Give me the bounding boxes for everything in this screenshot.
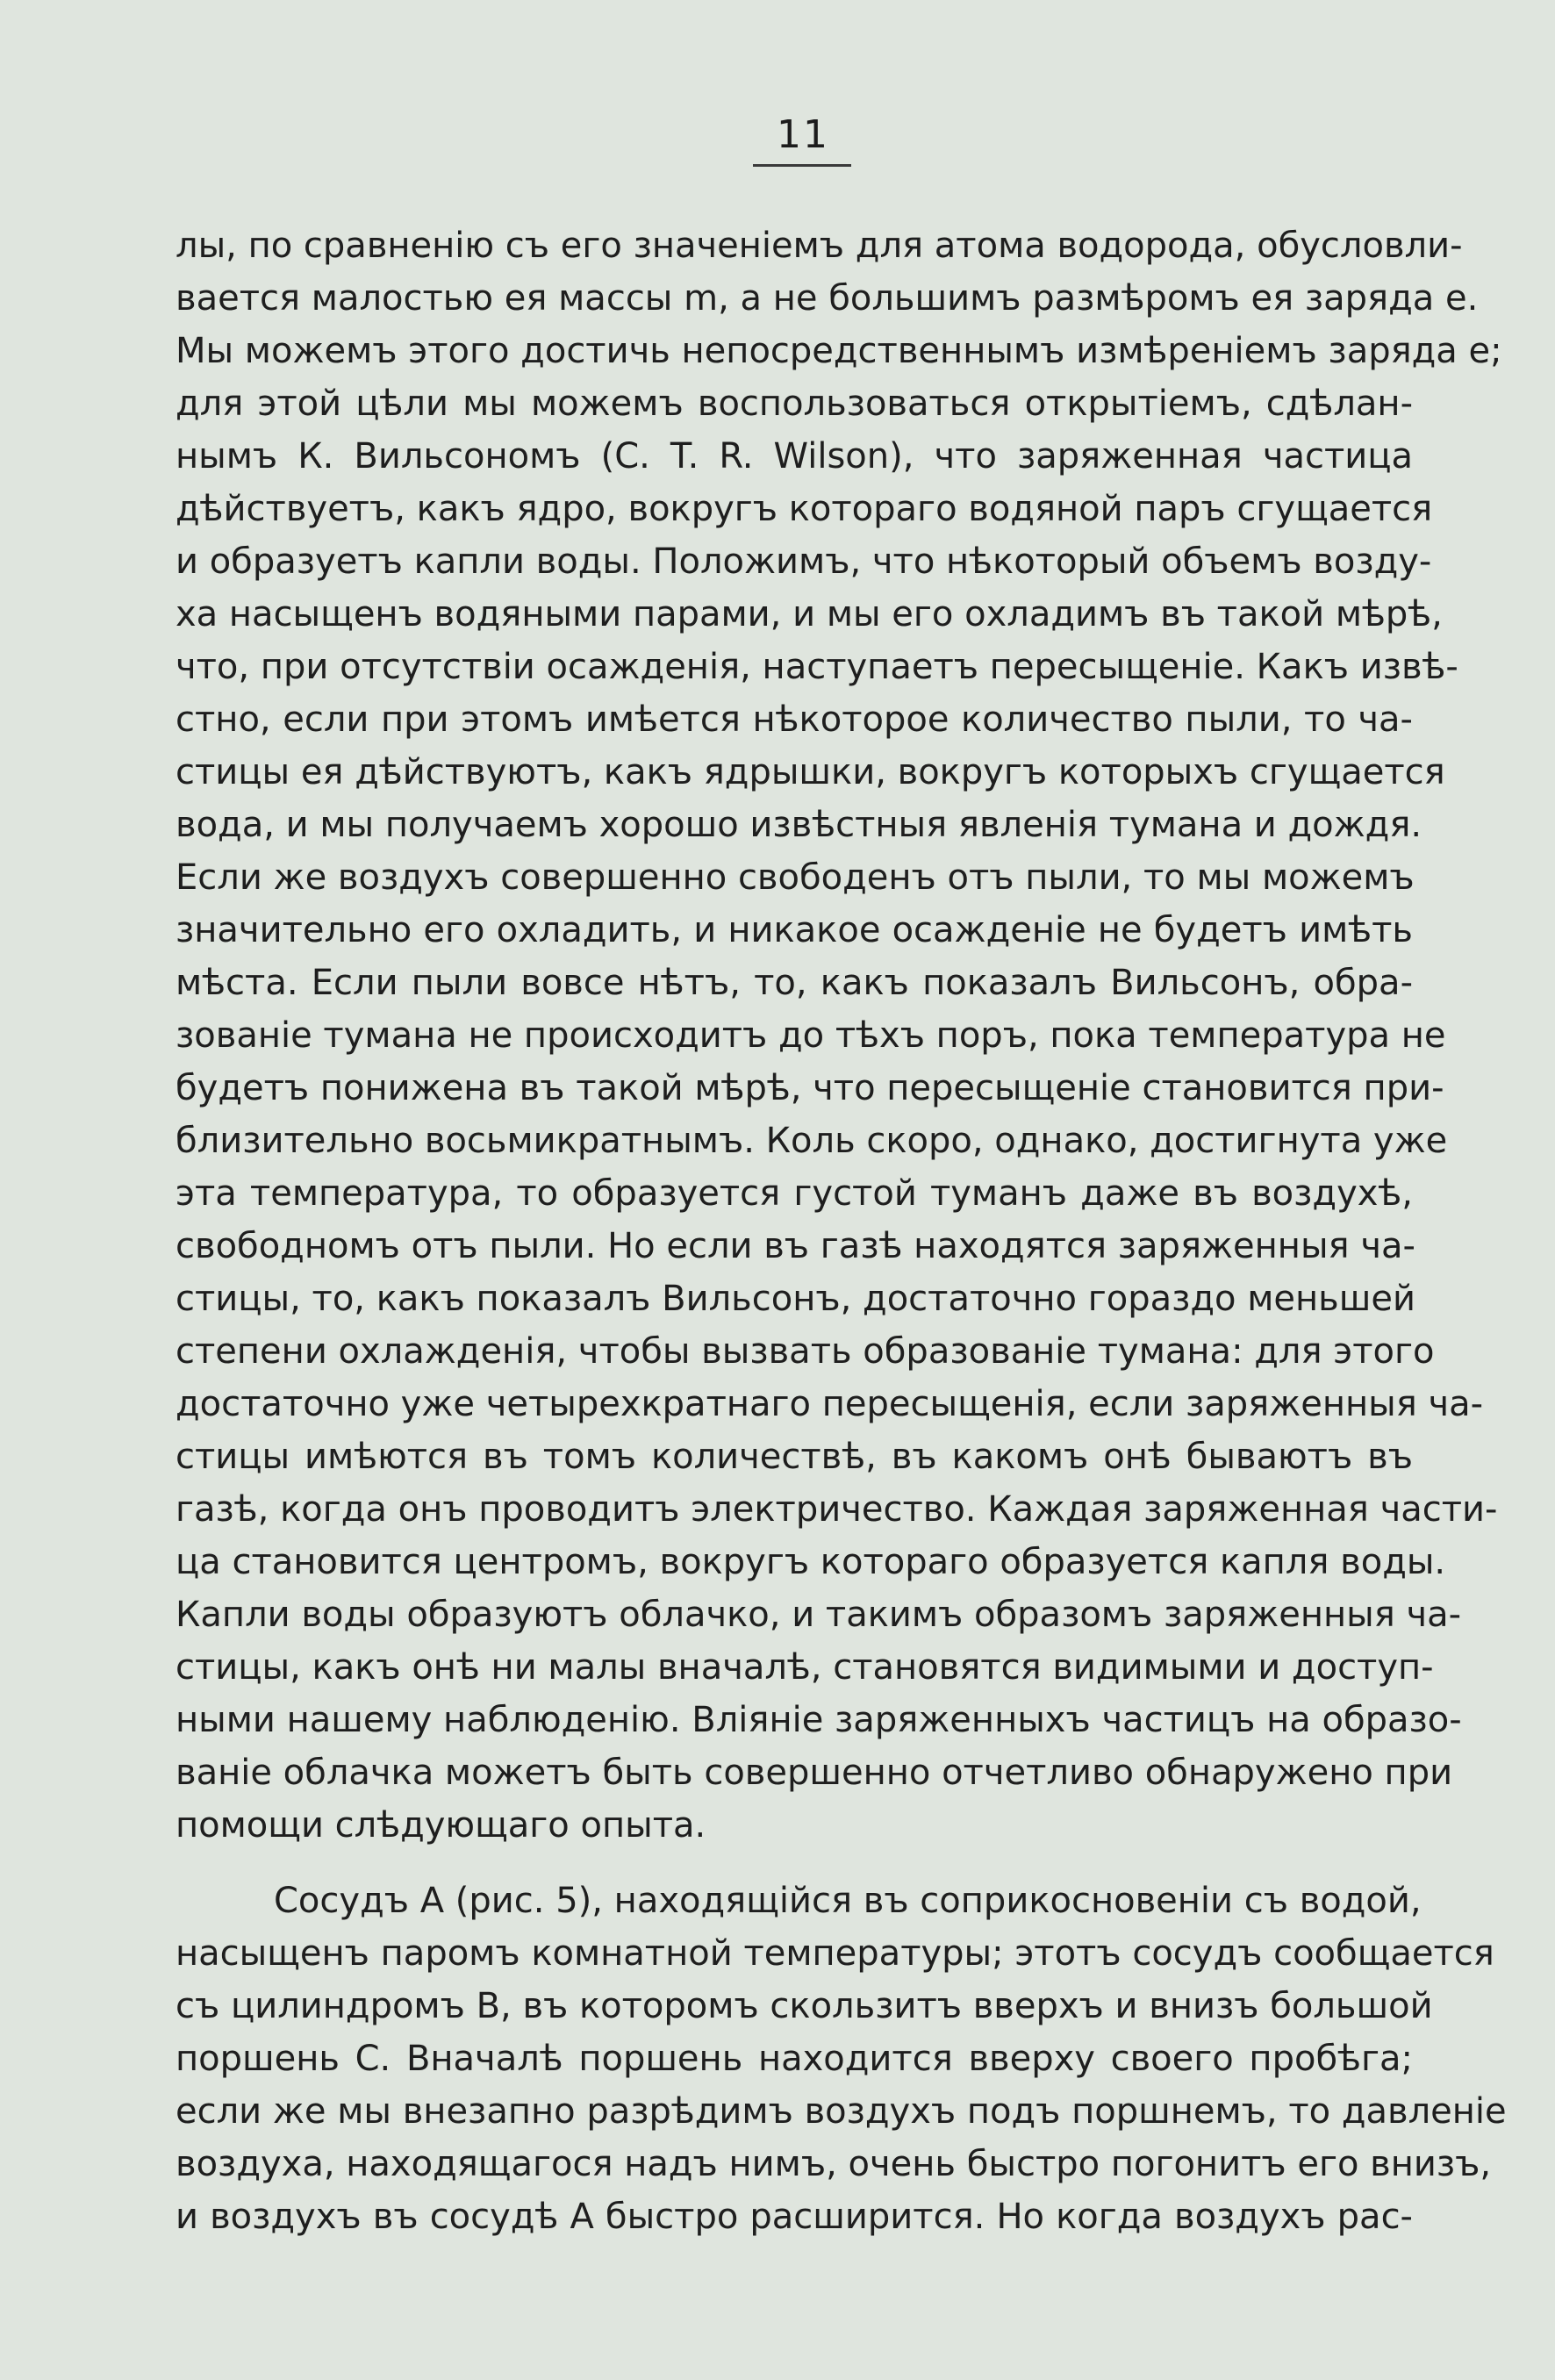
- text-line: свободномъ отъ пыли. Но если въ газѣ находятся заряженныя ча-: [176, 1226, 1415, 1266]
- text-line: Сосудъ A (рис. 5), находящійся въ соприкосновеніи съ водой,: [274, 1881, 1422, 1921]
- text-line: эта температура, то образуется густой туманъ даже въ воздухѣ,: [176, 1173, 1413, 1214]
- text-line: стно, если при этомъ имѣется нѣкоторое количество пыли, то ча-: [176, 699, 1413, 740]
- text-line: стицы, то, какъ показалъ Вильсонъ, достаточно гораздо меньшей: [176, 1279, 1415, 1319]
- text-line: поршень C. Вначалѣ поршень находится вверху своего пробѣга;: [176, 2039, 1413, 2079]
- text-line: нымъ К. Вильсономъ (C. T. R. Wilson), что заряженная частица: [176, 436, 1413, 477]
- text-line: лы, по сравненію съ его значеніемъ для атома водорода, обусловли-: [176, 226, 1463, 266]
- text-line: ными нашему наблюденію. Вліяніе заряженныхъ частицъ на образо-: [176, 1700, 1462, 1740]
- page-number-rule: [753, 164, 851, 167]
- paragraph-1: [176, 219, 1502, 1852]
- text-line: дѣйствуетъ, какъ ядро, вокругъ котораго водяной паръ сгущается: [176, 489, 1433, 529]
- text-line: ца становится центромъ, вокругъ котораго образуется капля воды.: [176, 1542, 1446, 1582]
- text-line: вода, и мы получаемъ хорошо извѣстныя явленія тумана и дождя.: [176, 805, 1422, 845]
- body-text: [176, 219, 1507, 2243]
- text-line: что, при отсутствіи осажденія, наступаетъ пересыщеніе. Какъ извѣ-: [176, 647, 1458, 687]
- text-line: ваніе облачка можетъ быть совершенно отчетливо обнаружено при: [176, 1753, 1453, 1793]
- text-line: достаточно уже четырехкратнаго пересыщенія, если заряженныя ча-: [176, 1384, 1484, 1424]
- text-line: Если же воздухъ совершенно свободенъ отъ пыли, то мы можемъ: [176, 857, 1415, 898]
- text-line: съ цилиндромъ B, въ которомъ скользитъ вверхъ и внизъ большой: [176, 1986, 1433, 2026]
- text-line: зованіе тумана не происходитъ до тѣхъ поръ, пока температура не: [176, 1015, 1446, 1056]
- text-line: газѣ, когда онъ проводитъ электричество. Каждая заряженная части-: [176, 1489, 1498, 1530]
- text-line: стицы имѣются въ томъ количествѣ, въ какомъ онѣ бываютъ въ: [176, 1437, 1413, 1477]
- text-line: стицы, какъ онѣ ни малы вначалѣ, становятся видимыми и доступ-: [176, 1647, 1434, 1688]
- text-line: и воздухъ въ сосудѣ A быстро расширится. Но когда воздухъ рас-: [176, 2197, 1413, 2237]
- text-line: ха насыщенъ водяными парами, и мы его охладимъ въ такой мѣрѣ,: [176, 594, 1443, 634]
- text-line: Капли воды образуютъ облачко, и такимъ образомъ заряженныя ча-: [176, 1595, 1462, 1635]
- text-line: и образуетъ капли воды. Положимъ, что нѣкоторый объемъ возду-: [176, 541, 1432, 582]
- text-line: для этой цѣли мы можемъ воспользоваться открытіемъ, сдѣлан-: [176, 384, 1413, 424]
- text-line: помощи слѣдующаго опыта.: [176, 1805, 706, 1846]
- text-line: будетъ понижена въ такой мѣрѣ, что пересыщеніе становится при-: [176, 1068, 1444, 1108]
- text-line: насыщенъ паромъ комнатной температуры; этотъ сосудъ сообщается: [176, 1933, 1494, 1974]
- text-line: Мы можемъ этого достичь непосредственнымъ измѣреніемъ заряда e;: [176, 331, 1502, 371]
- text-line: близительно восьмикратнымъ. Коль скоро, однако, достигнута уже: [176, 1121, 1448, 1161]
- text-line: воздуха, находящагося надъ нимъ, очень быстро погонитъ его внизъ,: [176, 2144, 1492, 2184]
- text-line: значительно его охладить, и никакое осажденіе не будетъ имѣть: [176, 910, 1413, 950]
- text-line: стицы ея дѣйствуютъ, какъ ядрышки, вокругъ которыхъ сгущается: [176, 752, 1445, 792]
- text-line: вается малостью ея массы m, а не большимъ размѣромъ ея заряда e.: [176, 278, 1479, 319]
- text-line: мѣста. Если пыли вовсе нѣтъ, то, какъ показалъ Вильсонъ, обра-: [176, 963, 1413, 1003]
- paragraph-2: [176, 1875, 1507, 2243]
- page-number: 11: [777, 112, 829, 157]
- text-line: степени охлажденія, чтобы вызвать образованіе тумана: для этого: [176, 1331, 1435, 1372]
- text-line: если же мы внезапно разрѣдимъ воздухъ подъ поршнемъ, то давленіе: [176, 2091, 1507, 2132]
